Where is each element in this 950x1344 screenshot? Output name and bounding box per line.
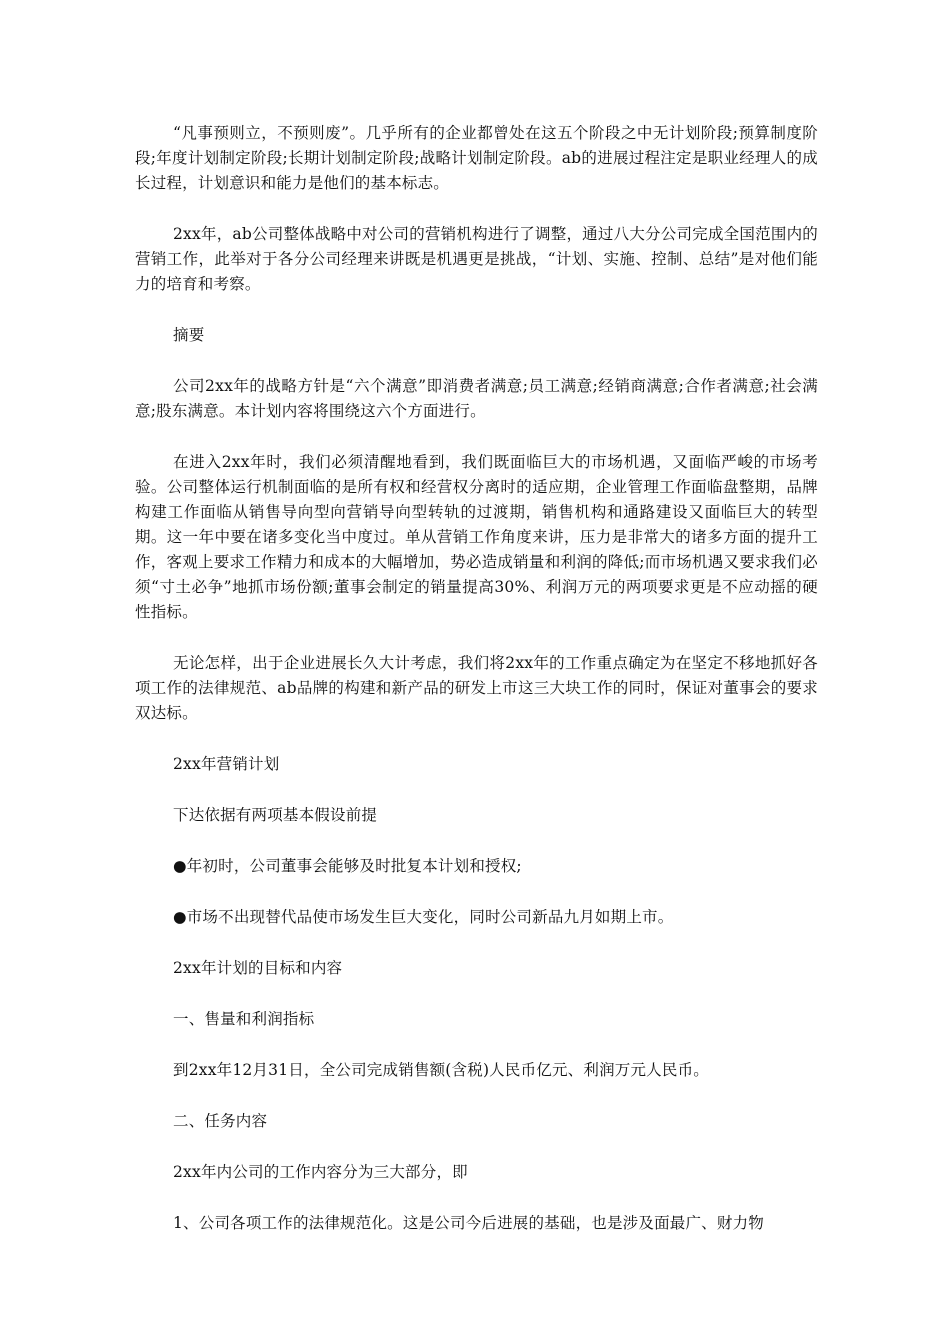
section-heading: 2xx年营销计划: [173, 755, 280, 773]
bullet-item: ●市场不出现替代品使市场发生巨大变化，同时公司新品九月如期上市。: [173, 908, 674, 926]
paragraph: 在进入2xx年时，我们必须清醒地看到，我们既面临巨大的市场机遇，又面临严峻的市场考验。公司整体运行机制面临的是所有权和经营权分离时的适应期，企业管理工作面临盘整期，品牌构建工作面临从销售导向型向营销导向型转轨的过渡期，销售机构和通路建设又面临巨大的转型期。这一年中要在诸多变化当中度过。单从营销工作角度来讲，压力是非常大的诸多方面的提升工作，客观上要求工作精力和成本的大幅增加，势必造成销量和利润的降低;而市场机遇又要求我们必须“寸土必争”地抓市场份额;董事会制定的销量提高30%、利润万元的两项要求更是不应动摇的硬性指标。: [135, 453, 818, 621]
paragraph: 2xx年内公司的工作内容分为三大部分，即: [173, 1163, 468, 1181]
document-body: [135, 121, 818, 1262]
paragraph: “凡事预则立，不预则废”。几乎所有的企业都曾处在这五个阶段之中无计划阶段;预算制度阶段;年度计划制定阶段;长期计划制定阶段;战略计划制定阶段。ab的进展过程注定是职业经理人的成长过程，计划意识和能力是他们的基本标志。: [135, 124, 818, 192]
section-heading: 二、任务内容: [173, 1112, 268, 1130]
section-heading: 2xx年计划的目标和内容: [173, 959, 343, 977]
section-heading: 一、售量和利润指标: [173, 1010, 315, 1028]
paragraph: 2xx年，ab公司整体战略中对公司的营销机构进行了调整，通过八大分公司完成全国范围内的营销工作，此举对于各分公司经理来讲既是机遇更是挑战，“计划、实施、控制、总结”是对他们能力的培育和考察。: [135, 225, 818, 293]
paragraph: 到2xx年12月31日，全公司完成销售额(含税)人民币亿元、利润万元人民币。: [173, 1061, 709, 1079]
paragraph: 无论怎样，出于企业进展长久大计考虑，我们将2xx年的工作重点确定为在坚定不移地抓好各项工作的法律规范、ab品牌的构建和新产品的研发上市这三大块工作的同时，保证对董事会的要求双达标。: [135, 654, 818, 722]
section-heading: 摘要: [173, 326, 205, 344]
bullet-item: ●年初时，公司董事会能够及时批复本计划和授权;: [173, 857, 522, 875]
paragraph: 公司2xx年的战略方针是“六个满意”即消费者满意;员工满意;经销商满意;合作者满意;社会满意;股东满意。本计划内容将围绕这六个方面进行。: [135, 377, 818, 420]
paragraph: 1、公司各项工作的法律规范化。这是公司今后进展的基础，也是涉及面最广、财力物: [173, 1214, 764, 1232]
paragraph: 下达依据有两项基本假设前提: [173, 806, 378, 824]
